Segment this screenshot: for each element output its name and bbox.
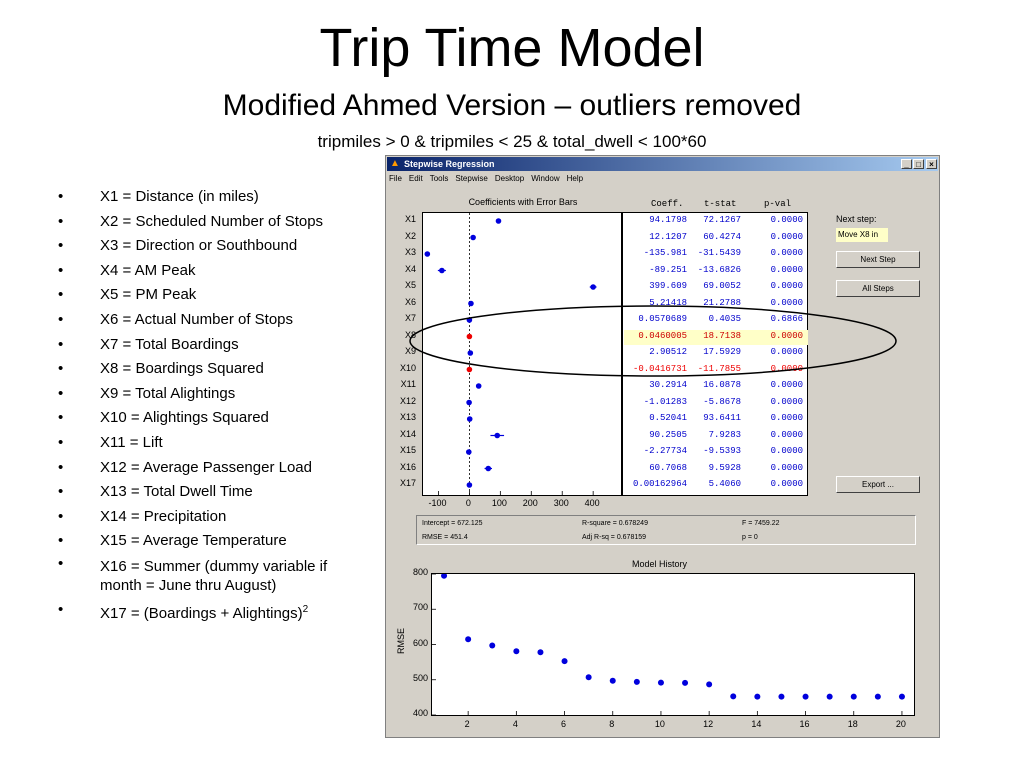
bullet-icon: • <box>58 310 64 328</box>
bullet-icon: • <box>58 261 64 279</box>
coef-cell-tstat: 5.4060 <box>708 479 741 489</box>
coef-cell-tstat: -11.7855 <box>697 363 741 374</box>
coef-row-label: X12 <box>399 395 416 406</box>
coef-cell-coeff: 399.609 <box>649 281 687 291</box>
coef-cell-tstat: 17.5929 <box>703 347 741 357</box>
next-step-label: Next step: <box>836 214 877 224</box>
coef-row-label: X1 <box>404 214 416 224</box>
bullet-icon: • <box>58 554 64 572</box>
coef-cell-pval: 0.0000 <box>770 330 803 341</box>
coef-row-label: X8 <box>404 329 416 340</box>
coef-cell-pval: 0.0000 <box>770 446 803 456</box>
coef-cell-coeff: -135.981 <box>643 248 687 258</box>
bullet-icon: • <box>58 237 64 255</box>
next-step-button[interactable]: Next Step <box>836 251 920 268</box>
history-y-tick-label: 500 <box>412 672 428 683</box>
coef-cell-coeff: -1.01283 <box>643 396 687 407</box>
coef-cell-pval: 0.0000 <box>770 281 803 291</box>
coef-cell-coeff: 90.2505 <box>649 429 687 440</box>
model-history-title: Model History <box>632 559 688 569</box>
minimize-button[interactable]: _ <box>901 159 912 169</box>
variable-text: X1 = Distance (in miles) <box>100 188 259 205</box>
bullet-icon: • <box>58 507 64 525</box>
coef-cell-pval: 0.0000 <box>770 479 803 489</box>
coef-cell-pval: 0.0000 <box>770 248 803 258</box>
variable-text: X5 = PM Peak <box>100 286 197 304</box>
coef-cell-pval: 0.0000 <box>770 380 803 390</box>
coef-row-label: X3 <box>404 247 416 257</box>
model-history-ylabel: RMSE <box>396 627 407 655</box>
coef-cell-pval: 0.6866 <box>770 314 803 324</box>
variable-text: X14 = Precipitation <box>100 507 227 525</box>
coef-x-tick-label: 100 <box>491 498 507 508</box>
col-header-pval: p-val <box>764 199 792 209</box>
coef-row-label: X9 <box>404 346 416 356</box>
coef-row-label: X15 <box>399 445 416 455</box>
coef-cell-tstat: 0.4035 <box>708 314 741 324</box>
variable-text: X16 = Summer (dummy variable if month = June thru August) <box>100 557 328 594</box>
history-x-tick-label: 16 <box>799 719 810 729</box>
coef-cell-pval: 0.0000 <box>770 363 803 374</box>
slide-subtitle: Modified Ahmed Version – outliers removed <box>222 89 802 122</box>
coef-cell-tstat: 16.0878 <box>703 380 741 390</box>
coef-cell-coeff: 0.00162964 <box>632 479 687 489</box>
coef-cell-pval: 0.0000 <box>770 297 803 308</box>
coef-cell-tstat: -13.6826 <box>697 264 741 275</box>
coef-cell-tstat: 93.6411 <box>703 413 741 423</box>
bullet-icon: • <box>58 335 64 353</box>
variable-text: X15 = Average Temperature <box>100 532 287 550</box>
coef-x-tick-label: -100 <box>428 498 447 508</box>
stat-rsquare: R-square = 0.678249 <box>582 520 648 527</box>
coef-x-tick-label: 0 <box>465 498 471 508</box>
history-x-tick-label: 4 <box>512 719 518 729</box>
history-x-tick-label: 12 <box>703 719 714 729</box>
coef-cell-tstat: 72.1267 <box>703 215 741 225</box>
stat-adj-rsq: Adj R-sq = 0.678159 <box>582 534 647 541</box>
coef-cell-tstat: -9.5393 <box>703 446 741 456</box>
coef-cell-coeff: 0.0570689 <box>638 314 687 324</box>
coef-row-label: X10 <box>399 362 416 373</box>
coef-cell-pval: 0.0000 <box>770 347 803 357</box>
coef-row-label: X16 <box>399 461 416 472</box>
variable-text: X11 = Lift <box>100 433 163 451</box>
coef-cell-tstat: -5.8678 <box>703 396 741 407</box>
coef-cell-coeff: 0.0460005 <box>638 330 687 341</box>
highlight-ellipse <box>410 306 896 376</box>
bullet-icon: • <box>58 433 64 451</box>
coef-x-tick-label: 400 <box>584 498 600 508</box>
slide-filter-condition: tripmiles > 0 & tripmiles < 25 & total_dwell < 100*60 <box>317 132 707 151</box>
menu-file[interactable]: File <box>389 174 402 183</box>
coef-cell-coeff: -2.27734 <box>643 446 687 456</box>
coef-row-label: X2 <box>404 230 416 241</box>
stat-rmse: RMSE = 451.4 <box>422 534 468 541</box>
history-x-tick-label: 10 <box>654 719 665 729</box>
bullet-icon: • <box>58 384 64 402</box>
maximize-button[interactable]: □ <box>913 159 924 169</box>
coef-row-label: X4 <box>404 263 416 274</box>
coef-cell-coeff: 30.2914 <box>649 380 687 390</box>
variable-text: X4 = AM Peak <box>100 261 196 279</box>
superscript: 2 <box>302 603 309 615</box>
coef-row-label: X13 <box>399 412 416 422</box>
coef-cell-coeff: 94.1798 <box>649 215 687 225</box>
col-header-tstat: t-stat <box>704 199 737 209</box>
coef-cell-pval: 0.0000 <box>770 429 803 440</box>
bullet-icon: • <box>58 409 64 427</box>
col-header-coeff: Coeff. <box>651 199 684 209</box>
history-x-tick-label: 18 <box>847 719 858 729</box>
variable-text: X7 = Total Boardings <box>100 335 239 353</box>
coef-cell-tstat: 7.9283 <box>708 429 741 440</box>
coef-cell-pval: 0.0000 <box>770 462 803 473</box>
history-y-tick-label: 600 <box>412 637 428 648</box>
variable-text: X17 = (Boardings + Alightings) <box>100 604 303 622</box>
variable-text: X8 = Boardings Squared <box>100 360 264 378</box>
coef-cell-pval: 0.0000 <box>770 231 803 242</box>
variable-text: X12 = Average Passenger Load <box>100 458 312 476</box>
coef-cell-pval: 0.0000 <box>770 215 803 225</box>
export-button[interactable]: Export ... <box>836 476 920 493</box>
coef-cell-pval: 0.0000 <box>770 413 803 423</box>
bullet-icon: • <box>58 286 64 304</box>
history-y-tick-label: 400 <box>412 708 428 718</box>
variable-text: X13 = Total Dwell Time <box>100 483 253 501</box>
bullet-icon: • <box>58 483 64 501</box>
coef-cell-tstat: 60.4274 <box>703 231 741 242</box>
window-title: Stepwise Regression <box>404 159 495 169</box>
coef-cell-coeff: 0.52041 <box>649 413 687 423</box>
history-x-tick-label: 20 <box>895 719 906 729</box>
matlab-logo-icon: ▲ <box>390 158 400 169</box>
coef-row-label: X17 <box>399 478 416 488</box>
bullet-icon: • <box>58 458 64 476</box>
coef-cell-tstat: 18.7138 <box>703 330 741 341</box>
coef-cell-coeff: 2.90512 <box>649 347 687 357</box>
coef-cell-pval: 0.0000 <box>770 396 803 407</box>
history-y-tick-label: 800 <box>412 567 428 577</box>
coef-x-tick-label: 300 <box>553 498 569 508</box>
coef-plot-title: Coefficients with Error Bars <box>468 197 578 207</box>
menu-tools[interactable]: Tools <box>429 174 449 183</box>
history-x-tick-label: 8 <box>609 719 615 729</box>
close-button[interactable]: × <box>926 159 937 169</box>
stat-f: F = 7459.22 <box>742 520 780 527</box>
menu-desktop[interactable]: Desktop <box>494 174 525 183</box>
menu-edit[interactable]: Edit <box>408 174 423 183</box>
stat-intercept: Intercept = 672.125 <box>422 520 483 527</box>
variable-text: X9 = Total Alightings <box>100 384 236 402</box>
coef-row-label: X14 <box>399 428 416 439</box>
menu-window[interactable]: Window <box>531 174 560 183</box>
coef-cell-coeff: 12.1207 <box>649 231 687 242</box>
history-x-tick-label: 2 <box>464 719 470 729</box>
coef-cell-tstat: 21.2788 <box>703 297 741 308</box>
variable-text: X6 = Actual Number of Stops <box>100 310 294 328</box>
coef-row-label: X6 <box>404 296 416 307</box>
bullet-icon: • <box>58 188 64 205</box>
coef-cell-coeff: 60.7068 <box>649 462 687 473</box>
coef-cell-tstat: -31.5439 <box>697 248 741 258</box>
history-x-tick-label: 6 <box>561 719 567 729</box>
menu-stepwise[interactable]: Stepwise <box>455 174 488 183</box>
coef-cell-coeff: -89.251 <box>649 264 687 275</box>
next-step-value: Move X8 in <box>836 228 888 242</box>
variable-text: X2 = Scheduled Number of Stops <box>100 212 324 230</box>
history-y-tick-label: 700 <box>412 602 428 613</box>
menu-help[interactable]: Help <box>566 174 584 183</box>
coef-cell-tstat: 9.5928 <box>708 462 741 473</box>
variable-text: X10 = Alightings Squared <box>100 409 269 427</box>
coef-row-label: X11 <box>400 379 416 389</box>
coef-cell-coeff: 5.21418 <box>649 297 687 308</box>
all-steps-button[interactable]: All Steps <box>836 280 920 297</box>
variable-text: X3 = Direction or Southbound <box>100 237 298 255</box>
history-x-tick-label: 14 <box>751 719 762 729</box>
bullet-icon: • <box>58 212 64 230</box>
bullet-icon: • <box>58 532 64 550</box>
coef-cell-tstat: 69.0052 <box>703 281 741 291</box>
coef-row-label: X7 <box>404 313 416 323</box>
slide-title: Trip Time Model <box>319 18 705 78</box>
bullet-icon: • <box>58 600 64 618</box>
coef-row-label: X5 <box>404 280 416 290</box>
bullet-icon: • <box>58 360 64 378</box>
coef-cell-coeff: -0.0416731 <box>632 363 687 374</box>
stat-p: p = 0 <box>742 534 758 541</box>
coef-cell-pval: 0.0000 <box>770 264 803 275</box>
coef-x-tick-label: 200 <box>522 498 538 508</box>
